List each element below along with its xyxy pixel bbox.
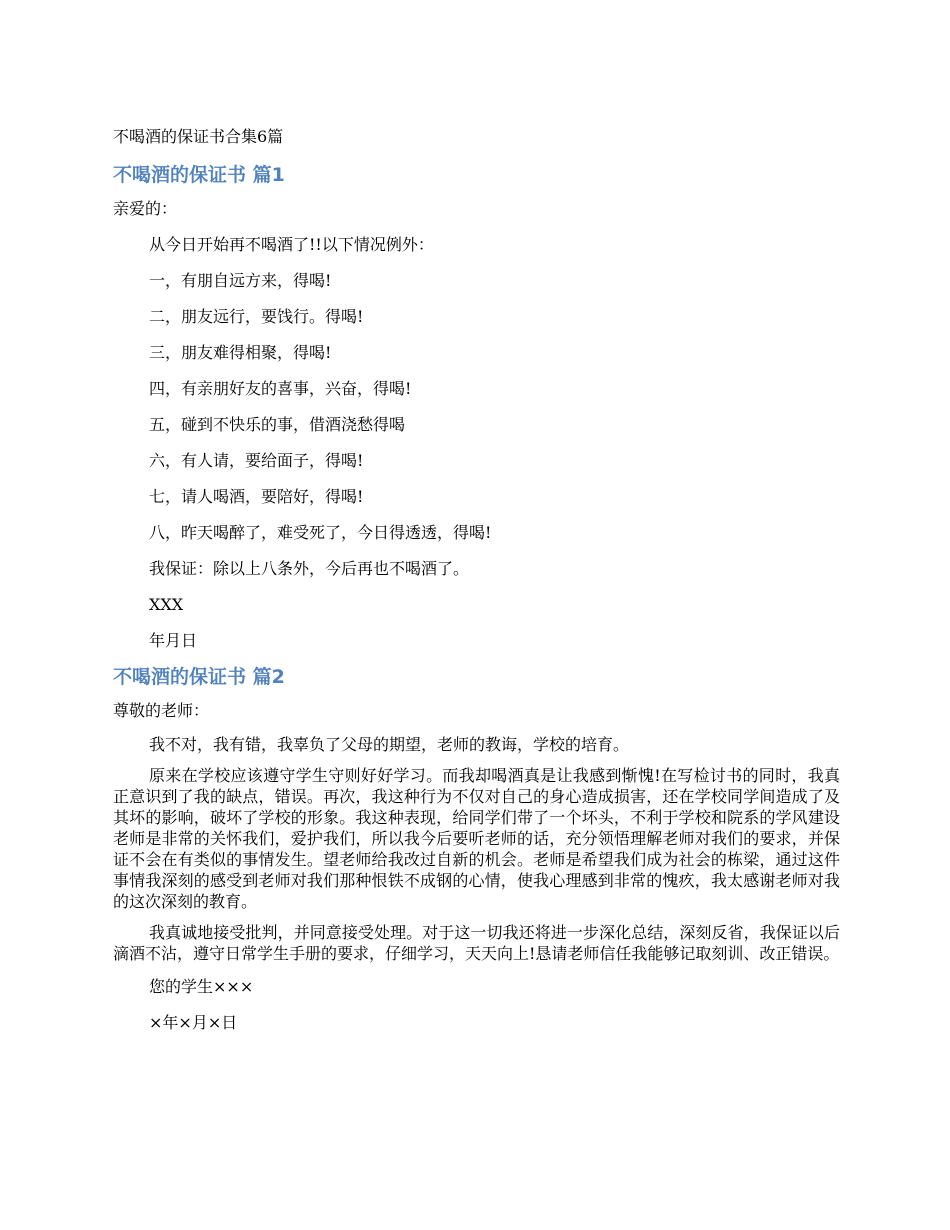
document-page [113, 124, 840, 1046]
section-2-paragraph: 我真诚地接受批判，并同意接受处理。对于这一切我还将进一步深化总结，深刻反省，我保证以后滴酒不沾，遵守日常学生手册的要求，仔细学习，天天向上!恳请老师信任我能够记取刻训、改正错误。 [113, 923, 840, 963]
section-2 [113, 664, 840, 1036]
document-title: 不喝酒的保证书合集6篇 [113, 127, 284, 146]
section-1-heading: 不喝酒的保证书 篇1 [113, 164, 285, 186]
section-1-line: 从今日开始再不喝酒了!!以下情况例外： [149, 235, 434, 254]
section-1-date: 年月日 [149, 631, 198, 650]
section-1-line: 七，请人喝酒，要陪好，得喝! [149, 487, 364, 506]
section-1-signature: XXX [149, 595, 184, 614]
section-2-signature: 您的学生××× [149, 977, 254, 996]
section-1-line: 八，昨天喝醉了，难受死了，今日得透透，得喝! [149, 523, 492, 542]
section-2-paragraph: 原来在学校应该遵守学生守则好好学习。而我却喝酒真是让我感到惭愧!在写检讨书的同时，我真正意识到了我的缺点，错误。再次，我这种行为不仅对自己的身心造成损害，还在学校同学间造成了及其坏的影响，破坏了学校的形象。我这种表现，给同学们带了一个坏头，不利于学校和院系的学风建设老师是非常的关怀我们，爱护我们，所以我今后要听老师的话，充分领悟理解老师对我们的要求，并保证不会在有类似的事情发生。望老师给我改过自新的机会。老师是希望我们成为社会的栋梁，通过这件事情我深刻的感受到老师对我们那种恨铁不成钢的心情，使我心理感到非常的愧疚，我太感谢老师对我的这次深刻的教育。 [113, 766, 840, 911]
section-1-line: 三，朋友难得相聚，得喝! [149, 343, 332, 362]
section-1-line: 四，有亲朋好友的喜事，兴奋，得喝! [149, 379, 412, 398]
section-2-paragraph: 我不对，我有错，我辜负了父母的期望，老师的教诲，学校的培育。 [149, 735, 630, 754]
section-1 [113, 162, 840, 654]
section-1-line: 一，有朋自远方来，得喝! [149, 271, 332, 290]
section-2-date: ×年×月×日 [149, 1013, 238, 1032]
section-1-line: 二，朋友远行，要饯行。得喝! [149, 307, 364, 326]
section-1-pledge: 我保证：除以上八条外，今后再也不喝酒了。 [149, 559, 470, 578]
section-1-line: 五，碰到不快乐的事，借酒浇愁得喝 [149, 415, 406, 434]
section-1-line: 六，有人请，要给面子，得喝! [149, 451, 364, 470]
section-2-salutation: 尊敬的老师： [113, 701, 210, 720]
section-2-heading: 不喝酒的保证书 篇2 [113, 666, 285, 688]
section-1-salutation: 亲爱的： [113, 199, 178, 218]
